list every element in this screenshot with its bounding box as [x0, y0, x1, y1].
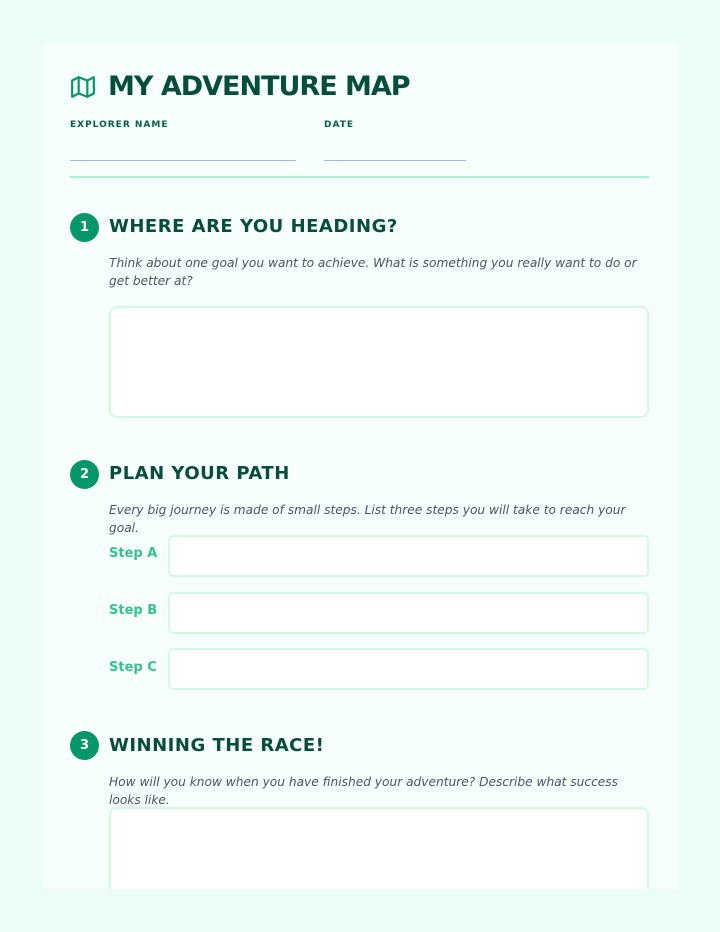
section-2-number: 2 [70, 460, 99, 489]
section-3-title: WINNING THE RACE! [109, 735, 325, 756]
explorer-name-field[interactable] [70, 160, 296, 161]
date-field[interactable] [324, 160, 466, 161]
step-a-input[interactable] [168, 535, 649, 577]
step-a-label: Step A [109, 546, 158, 561]
section-3-prompt: How will you know when you have finished your adventure? Describe what success looks like. [109, 775, 619, 807]
step-c-input[interactable] [168, 648, 649, 690]
step-b-label: Step B [109, 603, 158, 618]
section-3-number: 3 [70, 731, 99, 760]
step-b-input[interactable] [168, 592, 649, 634]
map-icon [70, 74, 96, 100]
page-title: MY ADVENTURE MAP [108, 71, 410, 102]
goal-answer-box[interactable] [109, 306, 649, 418]
date-label: DATE [324, 120, 355, 130]
success-answer-box[interactable] [109, 807, 649, 889]
section-2-title: PLAN YOUR PATH [109, 463, 290, 484]
explorer-name-label: EXPLORER NAME [70, 120, 169, 130]
section-1-prompt: Think about one goal you want to achieve. What is something you really want to do or get better at? [109, 256, 637, 288]
worksheet-page [43, 43, 678, 889]
header-divider [70, 176, 649, 178]
section-2-prompt: Every big journey is made of small steps. List three steps you will take to reach your goal. [109, 503, 626, 535]
title-row [70, 71, 410, 102]
section-1-number: 1 [70, 213, 99, 242]
section-1-title: WHERE ARE YOU HEADING? [109, 216, 398, 237]
step-c-label: Step C [109, 660, 157, 675]
